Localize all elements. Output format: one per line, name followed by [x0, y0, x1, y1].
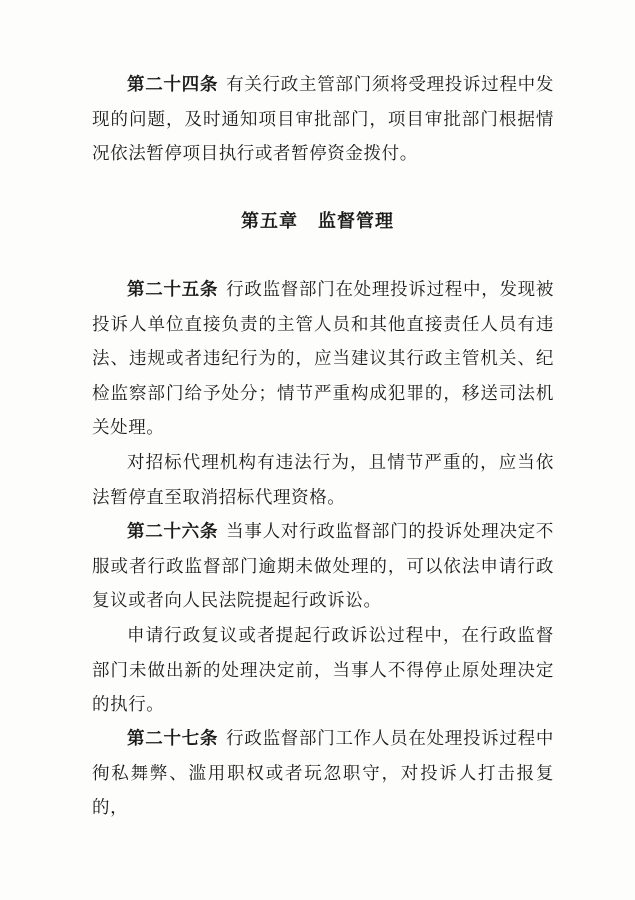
- article-25-paragraph: [92, 273, 554, 446]
- chapter-heading: [0, 207, 635, 233]
- chapter-number: 第五章: [241, 211, 298, 232]
- chapter-title: 监督管理: [318, 211, 394, 232]
- article-24-paragraph: [92, 68, 554, 172]
- article-24-text: 有关行政主管部门须将受理投诉过程中发现的问题，及时通知项目审批部门，项目审批部门根据情况依法暂停项目执行或者暂停资金拨付。: [92, 75, 555, 164]
- article-25-text: 行政监督部门在处理投诉过程中，发现被投诉人单位直接负责的主管人员和其他直接责任人员有违法、违规或者违纪行为的，应当建议其行政主管机关、纪检监察部门给予处分；情节严重构成犯罪的，移送司法机关处理。: [92, 280, 555, 438]
- article-27-text: 行政监督部门工作人员在处理投诉过程中徇私舞弊、滥用职权或者玩忽职守，对投诉人打击报复的，: [92, 729, 555, 818]
- article-25-paragraph-2: 对招标代理机构有违法行为，且情节严重的，应当依法暂停直至取消招标代理资格。: [92, 453, 554, 508]
- article-26-text: 当事人对行政监督部门的投诉处理决定不服或者行政监督部门逾期未做处理的，可以依法申请行政复议或者向人民法院提起行政诉讼。: [92, 522, 555, 611]
- article-25-label: 第二十五条: [127, 280, 219, 300]
- article-27-label: 第二十七条: [127, 729, 219, 749]
- article-24-label: 第二十四条: [127, 75, 219, 95]
- article-27-paragraph: [92, 722, 554, 826]
- article-26-paragraph-2: 申请行政复议或者提起行政诉讼过程中，在行政监督部门未做出新的处理决定前，当事人不得停止原处理决定的执行。: [92, 626, 554, 715]
- article-26-label: 第二十六条: [127, 522, 219, 542]
- article-26-paragraph: [92, 515, 554, 619]
